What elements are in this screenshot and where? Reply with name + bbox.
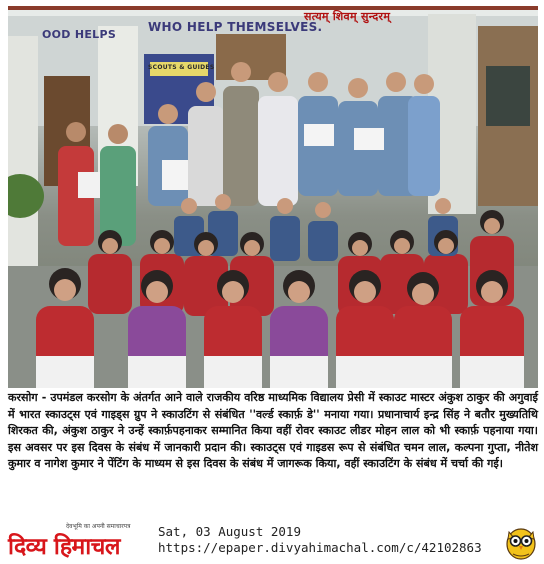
newspaper-logo[interactable] — [8, 522, 154, 558]
wall-text-hindi: सत्यम् शिवम् सुन्दरम् — [304, 10, 391, 23]
epaper-footer — [0, 518, 544, 564]
owl-mascot-icon — [505, 524, 537, 560]
article-body — [8, 390, 538, 512]
wall-text-main: WHO HELP THEMSELVES. — [148, 20, 323, 34]
photo-scene — [8, 6, 538, 388]
clip-url[interactable]: https://epaper.divyahimachal.com/c/42102863 — [158, 540, 482, 555]
logo-name: दिव्य हिमाचल — [8, 533, 120, 560]
article-paragraph: करसोग - उपमंडल करसोग के अंतर्गत आने वाले राजकीय वरिष्ठ माध्यमिक विद्यालय प्रेसी में स्काउट मास्टर अंकुश ठाकुर की अगुवाई में भारत स्काउट्स एवं गाइड्स ग्रुप ने स्काउटिंग से संबंधित ''वर्ल्ड स्कार्फ़ डे'' मनाया गया। प्रधानाचार्य इन्द्र सिंह ने बतौर मुख्यतिथि शिरकत की, अंकुश ठाकुर ने उन्हें स्कार्फ़पहनाकर सम्मानित किया वहीं रोवर स्काउट लीडर मोहन लाल को भी स्कार्फ़ पहनाया गया। इस अवसर पर इस दिवस के संबंध में जानकारी प्रदान की। स्काउट्स एवं गाइडस रूप से संबंधित चमन लाल, कल्पना गुप्ता, नीतेश कुमार व नागेश कुमार ने पेंटिंग के माध्यम से इस दिवस के संबंध में जागरूक किया, वहीं स्काउटिंग के संबंध में चर्चा की गई। — [8, 391, 538, 470]
banner-board-text: SCOUTS & GUIDES — [148, 64, 215, 71]
news-photo — [8, 6, 538, 388]
publication-date: Sat, 03 August 2019 — [158, 524, 301, 539]
wall-text-left: OOD HELPS — [42, 28, 117, 41]
logo-tagline: देवभूमि का अपनी समाचारपत्र — [66, 523, 131, 530]
clip-meta — [158, 524, 482, 556]
